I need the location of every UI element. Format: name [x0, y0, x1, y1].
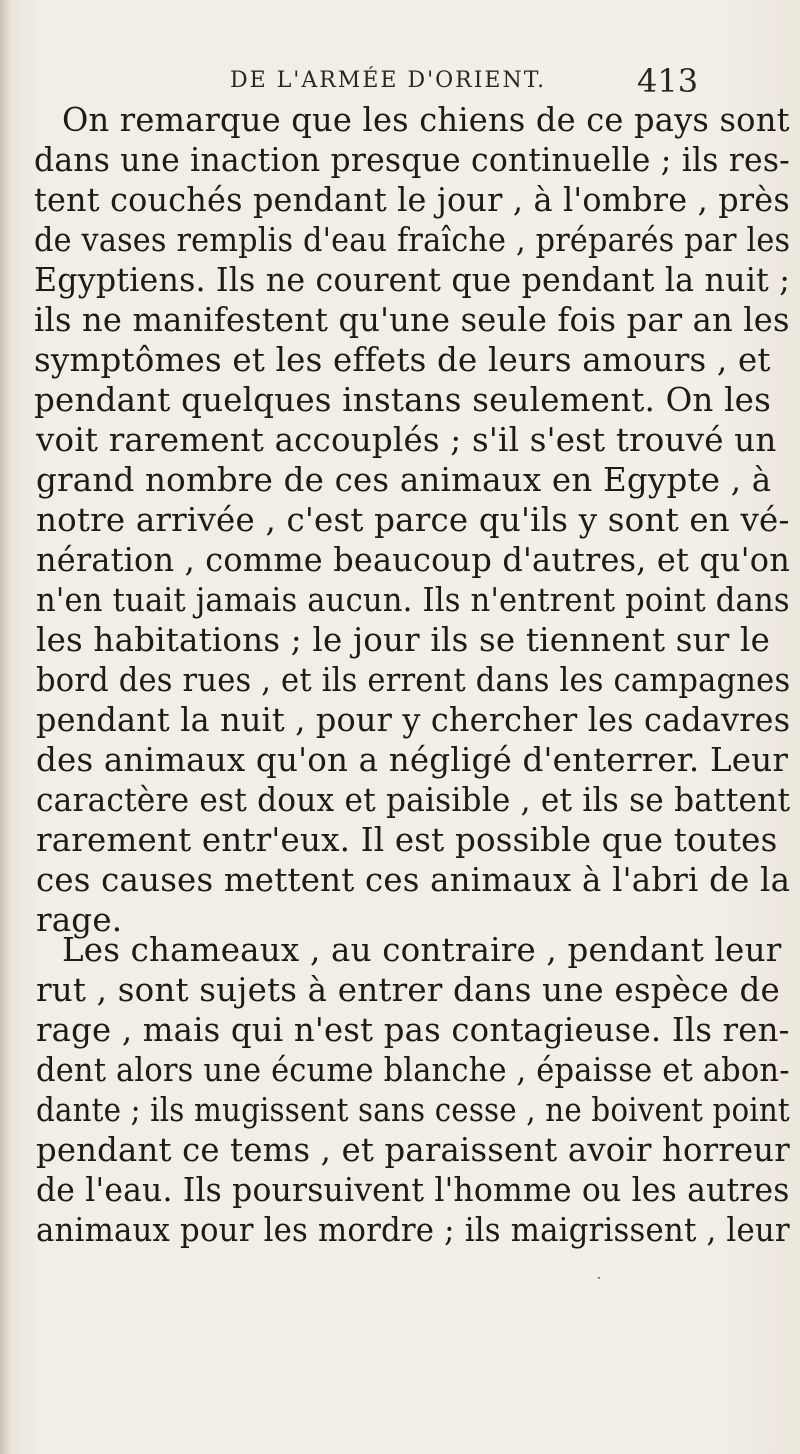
- text-line: ces causes mettent ces animaux à l'abri de la: [36, 861, 791, 899]
- text-line: grand nombre de ces animaux en Egypte , à: [36, 461, 772, 499]
- text-line: rut , sont sujets à entrer dans une espèce de: [36, 971, 780, 1009]
- text-line: de vases remplis d'eau fraîche , préparés par les: [34, 221, 791, 259]
- text-line: Egyptiens. Ils ne courent que pendant la nuit ;: [34, 261, 791, 299]
- text-line: dent alors une écume blanche , épaisse et abon-: [36, 1051, 790, 1089]
- text-line: des animaux qu'on a négligé d'enterrer. Leur: [36, 741, 789, 779]
- text-line: rage.: [36, 901, 123, 939]
- text-line: tent couchés pendant le jour , à l'ombre , près: [34, 181, 790, 219]
- text-line: animaux pour les mordre ; ils maigrissent , leur: [36, 1211, 790, 1249]
- text-line: dante ; ils mugissent sans cesse , ne boivent point: [36, 1091, 790, 1129]
- ink-speck: ·: [596, 1268, 602, 1289]
- text-line: rage , mais qui n'est pas contagieuse. Ils ren-: [36, 1011, 790, 1049]
- text-line: voit rarement accouplés ; s'il s'est trouvé un: [36, 421, 777, 459]
- page-gutter-edge: [0, 0, 10, 1454]
- text-line: notre arrivée , c'est parce qu'ils y sont en vé-: [36, 501, 790, 539]
- text-line: pendant la nuit , pour y chercher les cadavres: [36, 701, 791, 739]
- text-line: pendant ce tems , et paraissent avoir horreur: [36, 1131, 790, 1169]
- text-line: symptômes et les effets de leurs amours , et: [34, 341, 771, 379]
- text-line: Les chameaux , au contraire , pendant leur: [62, 931, 782, 969]
- text-line: les habitations ; le jour ils se tiennent sur le: [36, 621, 771, 659]
- text-line: rarement entr'eux. Il est possible que toutes: [36, 821, 778, 859]
- text-line: On remarque que les chiens de ce pays sont: [62, 101, 790, 139]
- text-line: de l'eau. Ils poursuivent l'homme ou les autres: [36, 1171, 790, 1209]
- page-number: 413: [637, 62, 699, 100]
- text-line: ils ne manifestent qu'une seule fois par an les: [34, 301, 790, 339]
- text-line: caractère est doux et paisible , et ils se battent: [36, 781, 791, 819]
- text-line: pendant quelques instans seulement. On les: [34, 381, 771, 419]
- running-title: DE L'ARMÉE D'ORIENT.: [230, 68, 547, 93]
- text-line: n'en tuait jamais aucun. Ils n'entrent point dans: [36, 581, 790, 619]
- text-line: bord des rues , et ils errent dans les campagnes: [36, 661, 791, 699]
- text-line: dans une inaction presque continuelle ; ils res-: [34, 141, 790, 179]
- text-line: nération , comme beaucoup d'autres, et qu'on: [36, 541, 790, 579]
